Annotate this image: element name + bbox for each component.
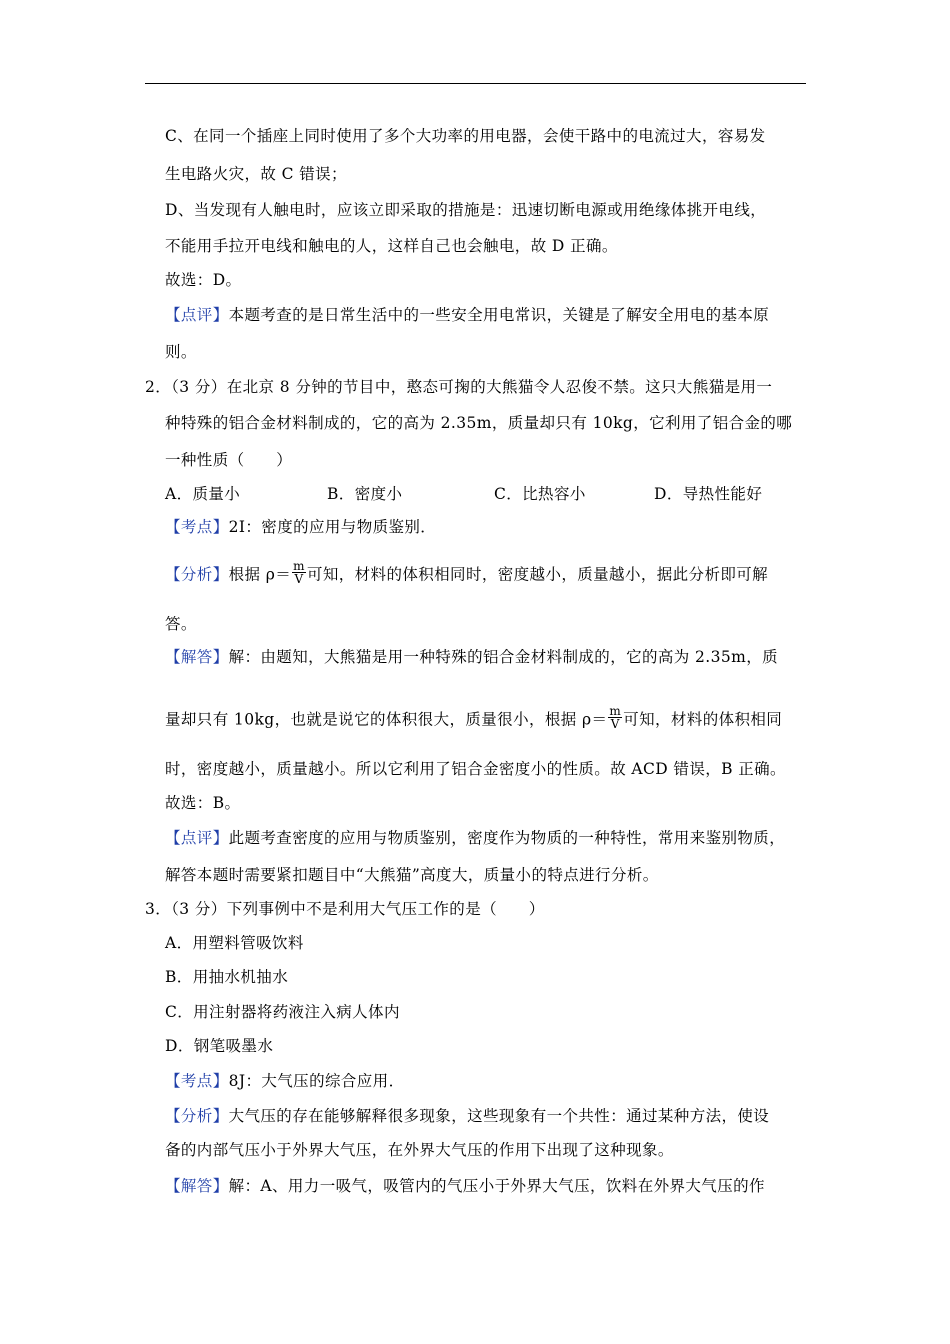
comment-text: 此题考查密度的应用与物质鉴别，密度作为物质的一种特性，常用来鉴别物质， (228, 829, 786, 847)
q2-option-c: C．比热容小 (494, 485, 586, 503)
q2-kaodian (165, 517, 436, 537)
density-formula (292, 560, 306, 585)
question-2-stem: 2．（3 分）在北京 8 分钟的节目中，憨态可掬的大熊猫令人忍俊不禁。这只大熊猫是用一 (145, 378, 773, 396)
text-line: 则。 (165, 343, 197, 361)
q3-option-c: C．用注射器将药液注入病人体内 (165, 1003, 400, 1021)
q3-fenxi (165, 1106, 769, 1126)
formula-numerator: m (293, 559, 305, 573)
jieda-text: 量却只有 10kg，也就是说它的体积很大，质量很小，根据 ρ＝ (165, 710, 608, 729)
comment-line (165, 305, 769, 325)
text-line: C、在同一个插座上同时使用了多个大功率的用电器，会使干路中的电流过大，容易发 (165, 127, 766, 145)
fenxi-text: 可知，材料的体积相同时，密度越小，质量越小，据此分析即可解 (306, 565, 769, 584)
fenxi-tag: 【分析】 (165, 1107, 229, 1125)
jieda-text: 解：由题知，大熊猫是用一种特殊的铝合金材料制成的，它的高为 2.35m，质 (228, 648, 779, 666)
fenxi-text: 大气压的存在能够解释很多现象，这些现象有一个共性：通过某种方法，使设 (228, 1107, 770, 1125)
q2-jieda (165, 647, 778, 667)
q2-option-d: D．导热性能好 (654, 485, 763, 503)
comment-tag: 【点评】 (165, 829, 229, 847)
header-rule (145, 83, 806, 84)
question-2-stem: 一种性质（ ） (165, 451, 293, 469)
text-line: 故选：B。 (165, 794, 241, 812)
text-line: 解答本题时需要紧扣题目中“大熊猫”高度大，质量小的特点进行分析。 (165, 866, 659, 884)
text-line: D、当发现有人触电时，应该立即采取的措施是：迅速切断电源或用绝缘体挑开电线， (165, 201, 767, 219)
comment-tag: 【点评】 (165, 306, 229, 324)
text-line: 答。 (165, 615, 197, 633)
q2-jieda-line (165, 704, 783, 733)
q2-dianping (165, 828, 785, 848)
q3-option-a: A．用塑料管吸饮料 (165, 934, 304, 952)
text-line: 故选：D。 (165, 271, 242, 289)
q2-option-b: B．密度小 (327, 485, 403, 503)
fenxi-text: 根据 ρ＝ (228, 565, 292, 584)
q3-kaodian (165, 1071, 405, 1091)
q3-option-b: B．用抽水机抽水 (165, 968, 289, 986)
kaodian-tag: 【考点】 (165, 518, 229, 536)
q3-jieda (165, 1176, 765, 1196)
comment-text: 本题考查的是日常生活中的一些安全用电常识，关键是了解安全用电的基本原 (228, 306, 770, 324)
jieda-tag: 【解答】 (165, 1177, 229, 1195)
text-line: 生电路火灾，故 C 错误； (165, 165, 347, 183)
text-line: 时，密度越小，质量越小。所以它利用了铝合金密度小的性质。故 ACD 错误，B 正确。 (165, 760, 786, 778)
kaodian-text: 8J：大气压的综合应用． (228, 1072, 405, 1090)
jieda-text: 可知，材料的体积相同 (623, 710, 783, 729)
q2-option-a: A．质量小 (165, 485, 241, 503)
q3-option-d: D．钢笔吸墨水 (165, 1037, 274, 1055)
kaodian-tag: 【考点】 (165, 1072, 229, 1090)
density-formula (608, 705, 622, 730)
question-3-stem: 3．（3 分）下列事例中不是利用大气压工作的是（ ） (145, 900, 545, 918)
text-line: 备的内部气压小于外界大气压，在外界大气压的作用下出现了这种现象。 (165, 1141, 674, 1159)
kaodian-text: 2I：密度的应用与物质鉴别． (228, 518, 437, 536)
fenxi-tag: 【分析】 (165, 565, 229, 584)
jieda-tag: 【解答】 (165, 648, 229, 666)
text-line: 不能用手拉开电线和触电的人，这样自己也会触电，故 D 正确。 (165, 237, 618, 255)
jieda-text: 解：A、用力一吸气，吸管内的气压小于外界大气压，饮料在外界大气压的作 (228, 1177, 765, 1195)
q2-fenxi (165, 559, 769, 588)
formula-denominator: V (610, 717, 620, 731)
question-2-stem: 种特殊的铝合金材料制成的，它的高为 2.35m，质量却只有 10kg，它利用了铝合金的哪 (165, 414, 793, 432)
formula-denominator: V (294, 572, 304, 586)
formula-numerator: m (609, 704, 622, 718)
